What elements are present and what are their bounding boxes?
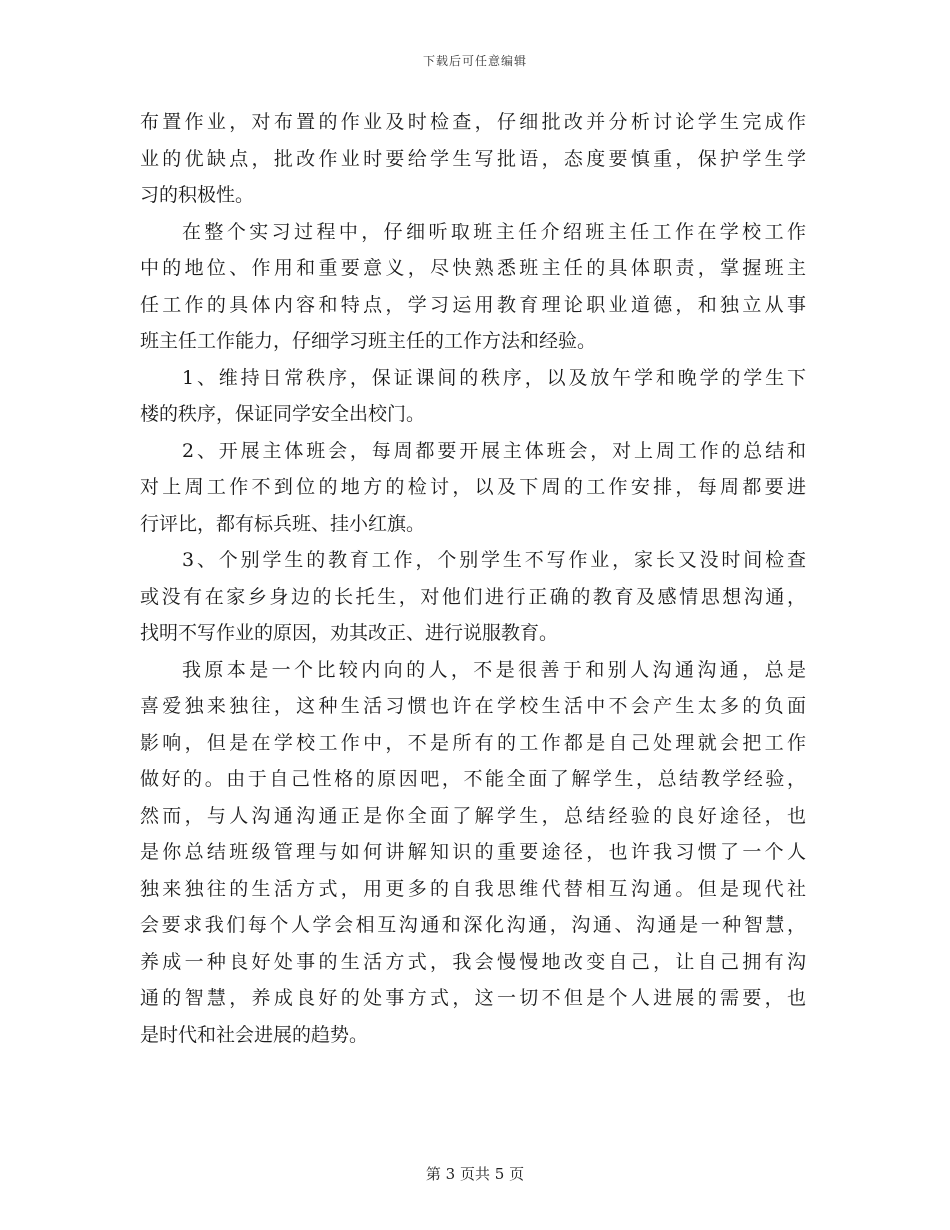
text-line: 任工作的具体内容和特点，学习运用教育理论职业道德，和独立从事 <box>140 293 806 316</box>
text-line: 3、个别学生的教育工作，个别学生不写作业，家长又没时间检查 <box>182 549 806 571</box>
paragraph <box>140 652 806 1054</box>
paragraph <box>140 360 806 433</box>
text-line: 我原本是一个比较内向的人，不是很善于和别人沟通沟通，总是 <box>182 658 806 681</box>
page-number: 第 3 页共 5 页 <box>425 1165 525 1183</box>
text-line: 然而，与人沟通沟通正是你全面了解学生，总结经验的良好途径，也 <box>140 804 806 827</box>
text-line: 养成一种良好处事的生活方式，我会慢慢地改变自己，让自己拥有沟 <box>140 950 806 973</box>
text-line: 中的地位、作用和重要意义，尽快熟悉班主任的具体职责，掌握班主 <box>140 257 806 279</box>
text-line: 通的智慧，养成良好的处事方式，这一切不但是个人进展的需要，也 <box>140 987 806 1009</box>
text-line: 是你总结班级管理与如何讲解知识的重要途径，也许我习惯了一个人 <box>140 841 806 863</box>
text-line: 行评比，都有标兵班、挂小红旗。 <box>140 512 426 535</box>
text-line: 是时代和社会进展的趋势。 <box>140 1023 369 1046</box>
text-line: 2、开展主体班会，每周都要开展主体班会，对上周工作的总结和 <box>182 439 806 462</box>
text-line: 找明不写作业的原因，劝其改正、进行说服教育。 <box>140 622 559 644</box>
page-header: 下载后可任意编辑 <box>422 54 527 68</box>
text-line: 布置作业，对布置的作业及时检查，仔细批改并分析讨论学生完成作 <box>140 111 806 133</box>
text-line: 独来独往的生活方式，用更多的自我思维代替相互沟通。但是现代社 <box>140 877 806 900</box>
text-line: 对上周工作不到位的地方的检讨，以及下周的工作安排，每周都要进 <box>140 476 806 498</box>
text-line: 1、维持日常秩序，保证课间的秩序，以及放午学和晚学的学生下 <box>182 366 806 389</box>
text-line: 班主任工作能力，仔细学习班主任的工作方法和经验。 <box>140 330 597 352</box>
text-line: 习的积极性。 <box>140 184 255 206</box>
text-line: 会要求我们每个人学会相互沟通和深化沟通，沟通、沟通是一种智慧， <box>140 914 806 936</box>
text-line: 喜爱独来独往，这种生活习惯也许在学校生活中不会产生太多的负面 <box>140 695 806 717</box>
text-line: 影响，但是在学校工作中，不是所有的工作都是自己处理就会把工作 <box>140 731 806 754</box>
text-line: 楼的秩序，保证同学安全出校门。 <box>140 403 426 425</box>
paragraph <box>140 104 806 214</box>
text-line: 做好的。由于自己性格的原因吧，不能全面了解学生，总结教学经验， <box>140 768 806 790</box>
text-line: 在整个实习过程中，仔细听取班主任介绍班主任工作在学校工作 <box>182 220 806 243</box>
text-line: 或没有在家乡身边的长托生，对他们进行正确的教育及感情思想沟通， <box>140 585 806 608</box>
paragraph <box>140 433 806 543</box>
paragraph <box>140 542 806 652</box>
paragraph <box>140 214 806 360</box>
document-body <box>140 104 806 1053</box>
text-line: 业的优缺点，批改作业时要给学生写批语，态度要慎重，保护学生学 <box>140 147 806 170</box>
